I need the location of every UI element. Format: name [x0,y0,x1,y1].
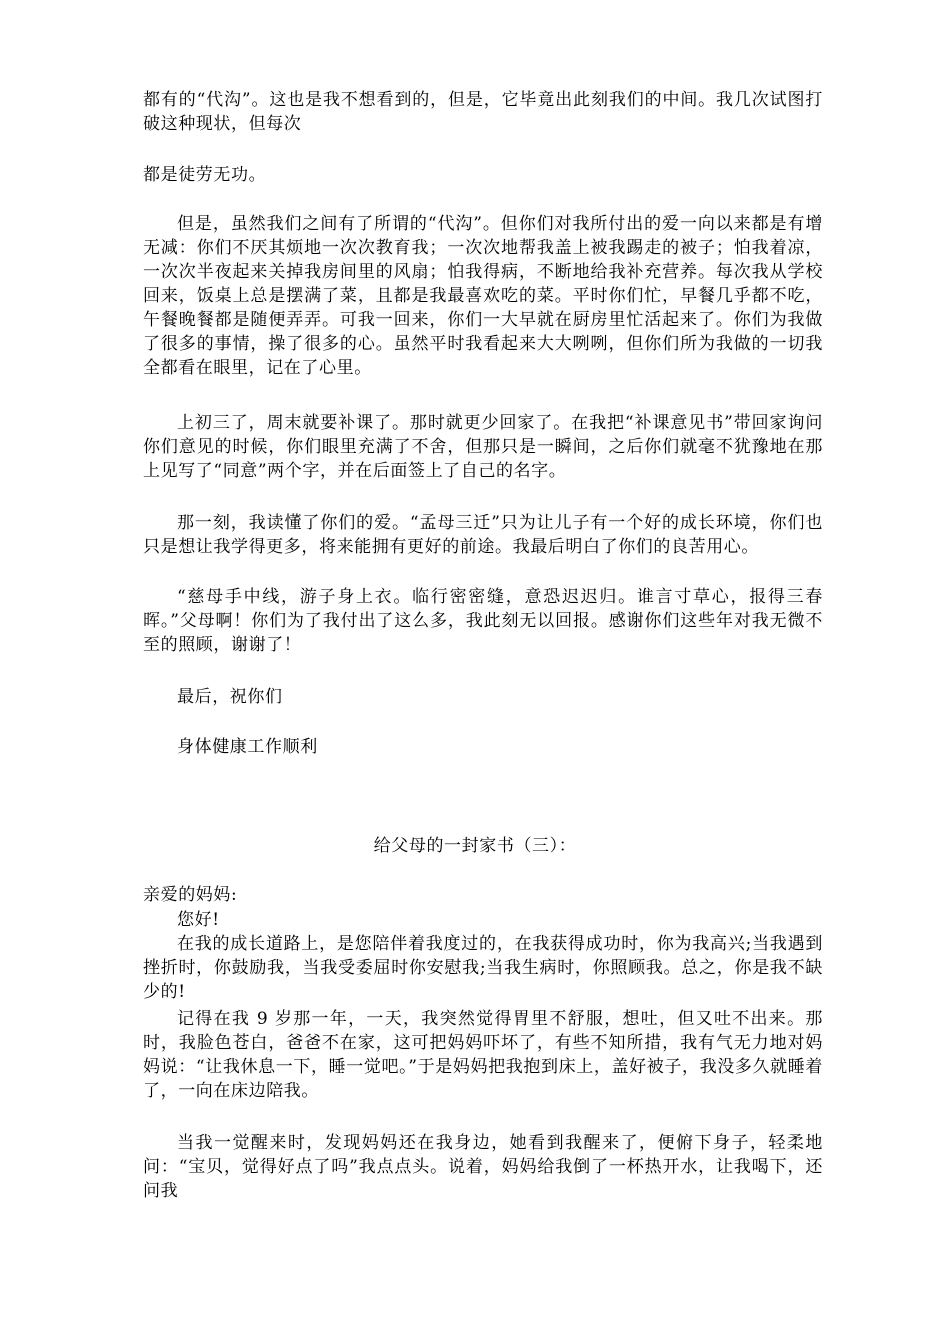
paragraph-that-moment: 那一刻，我读懂了你们的爱。“孟母三迁”只为让儿子有一个好的成长环境，你们也只是想让我学得更多，将来能拥有更好的前途。我最后明白了你们的良苦用心。 [143,513,823,557]
greeting: 您好! [177,910,220,930]
paragraph-age-nine: 记得在我 9 岁那一年，一天，我突然觉得胃里不舒服，想吐，但又吐不出来。那时，我脸色苍白，爸爸不在家，这可把妈妈吓坏了，有些不知所措，我有气无力地对妈妈说：“让我休息一下，睡一觉吧。”于是妈妈把我抱到床上，盖好被子，我没多久就睡着了，一向在床边陪我。 [143,1009,823,1101]
paragraph-generation-gap: 都有的“代沟”。这也是我不想看到的，但是，它毕竟出此刻我们的中间。我几次试图打破这种现状，但每次 [143,90,823,134]
paragraph-poem: “慈母手中线，游子身上衣。临行密密缝，意恐迟迟归。谁言寸草心，报得三春晖。”父母啊！你们为了我付出了这么多，我此刻无以回报。感谢你们这些年对我无微不至的照顾，谢谢了！ [143,587,823,655]
paragraph-parents-love: 但是，虽然我们之间有了所谓的“代沟”。但你们对我所付出的爱一向以来都是有增无减：你们不厌其烦地一次次教育我；一次次地帮我盖上被我踢走的被子；怕我着凉，一次次半夜起来关掉我房间里的风扇；怕我得病，不断地给我补充营养。每次我从学校回来，饭桌上总是摆满了菜，且都是我最喜欢吃的菜。平时你们忙，早餐几乎都不吃，午餐晚餐都是随便弄弄。可我一回来，你们一大早就在厨房里忙活起来了。你们为我做了很多的事情，操了很多的心。虽然平时我看起来大大咧咧，但你们所为我做的一切我全都看在眼里，记在了心里。 [143,214,823,378]
closing-line-1: 最后，祝你们 [177,687,283,707]
paragraph-waking-up: 当我一觉醒来时，发现妈妈还在我身边，她看到我醒来了，便俯下身子，轻柔地问：“宝贝，觉得好点了吗”我点点头。说着，妈妈给我倒了一杯热开水，让我喝下，还问我 [143,1133,823,1201]
salutation: 亲爱的妈妈: [143,885,238,905]
paragraph-growth: 在我的成长道路上，是您陪伴着我度过的，在我获得成功时，你为我高兴;当我遇到挫折时，你鼓励我，当我受委屈时你安慰我;当我生病时，你照顾我。总之，你是我不缺少的! [143,934,823,1002]
paragraph-grade-three: 上初三了，周末就要补课了。那时就更少回家了。在我把“补课意见书”带回家询问你们意见的时候，你们眼里充满了不舍，但那只是一瞬间，之后你们就毫不犹豫地在那上见写了“同意”两个字，并在后面签上了自己的名字。 [143,413,823,481]
closing-line-2: 身体健康工作顺利 [177,737,318,757]
paragraph-gap-end: 都是徒劳无功。 [143,165,267,185]
letter-title: 给父母的一封家书（三）： [373,836,577,856]
